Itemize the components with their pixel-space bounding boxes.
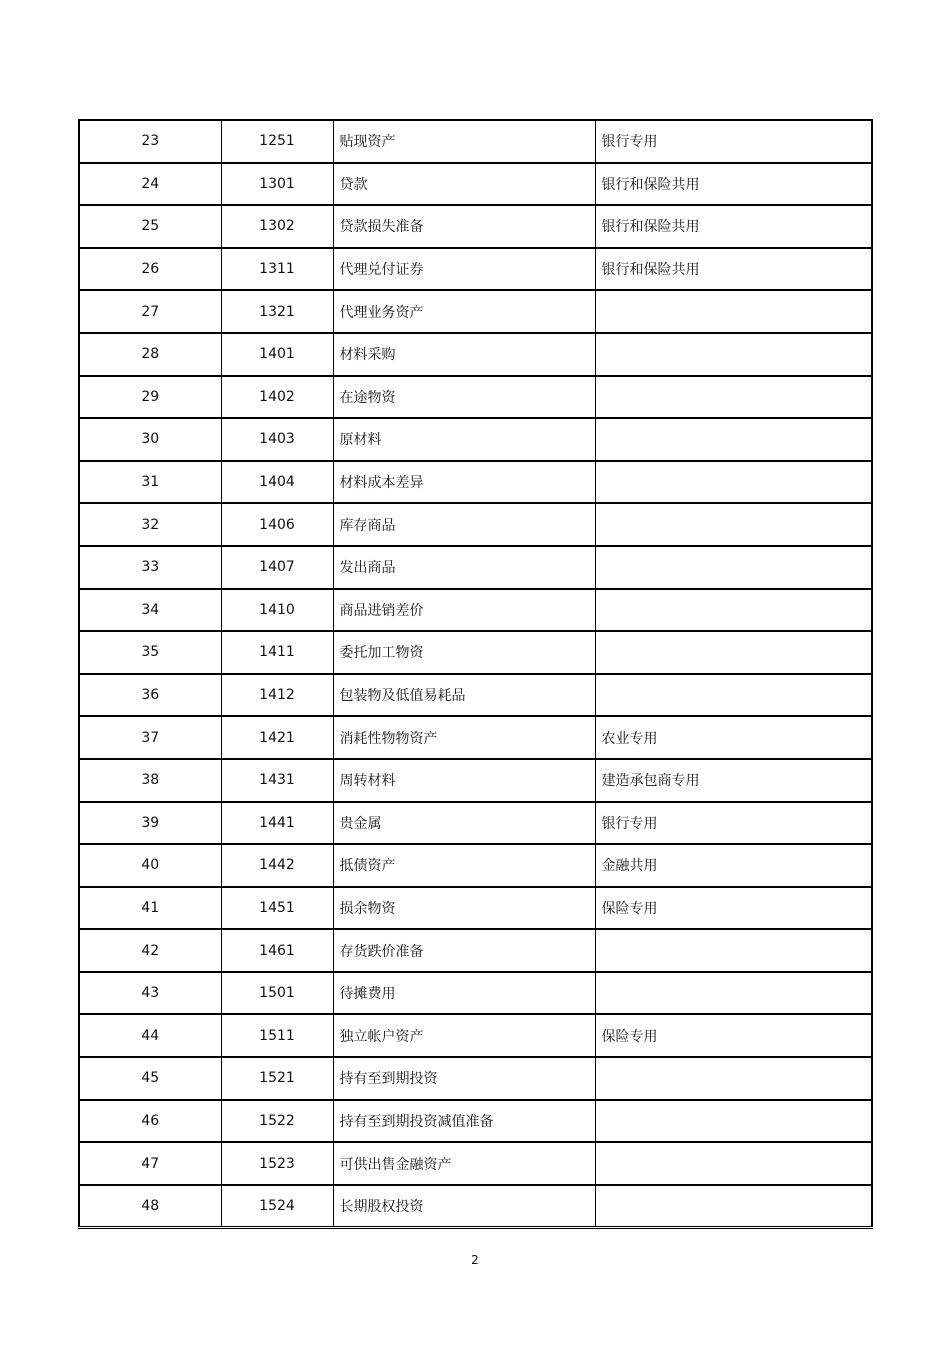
account-name-cell: 消耗性物物资产 — [333, 716, 595, 759]
account-code-cell: 1404 — [221, 461, 333, 504]
row-number-cell: 44 — [79, 1014, 221, 1057]
table-row — [79, 802, 872, 845]
account-code-cell: 1302 — [221, 205, 333, 248]
table-row — [79, 1185, 872, 1228]
account-code-cell: 1431 — [221, 759, 333, 802]
table-row — [79, 631, 872, 674]
row-number-cell: 33 — [79, 546, 221, 589]
row-number-cell: 24 — [79, 163, 221, 206]
table-row — [79, 461, 872, 504]
table-row — [79, 376, 872, 419]
accounts-table — [78, 119, 873, 1229]
table-row — [79, 248, 872, 291]
account-code-cell: 1311 — [221, 248, 333, 291]
row-number-cell: 26 — [79, 248, 221, 291]
table-row — [79, 759, 872, 802]
account-name-cell: 贴现资产 — [333, 120, 595, 163]
account-name-cell: 委托加工物资 — [333, 631, 595, 674]
table-row — [79, 887, 872, 930]
remark-cell — [595, 972, 872, 1015]
table-row — [79, 503, 872, 546]
remark-cell: 保险专用 — [595, 887, 872, 930]
remark-cell — [595, 461, 872, 504]
table-row — [79, 1100, 872, 1143]
account-code-cell: 1441 — [221, 802, 333, 845]
row-number-cell: 45 — [79, 1057, 221, 1100]
row-number-cell: 40 — [79, 844, 221, 887]
account-code-cell: 1402 — [221, 376, 333, 419]
account-code-cell: 1461 — [221, 929, 333, 972]
remark-cell — [595, 674, 872, 717]
remark-cell — [595, 376, 872, 419]
remark-cell — [595, 546, 872, 589]
account-name-cell: 材料成本差异 — [333, 461, 595, 504]
table-row — [79, 716, 872, 759]
accounts-table-container — [78, 119, 871, 1229]
account-name-cell: 独立帐户资产 — [333, 1014, 595, 1057]
row-number-cell: 29 — [79, 376, 221, 419]
row-number-cell: 27 — [79, 290, 221, 333]
account-name-cell: 在途物资 — [333, 376, 595, 419]
account-name-cell: 商品进销差价 — [333, 589, 595, 632]
account-name-cell: 代理兑付证券 — [333, 248, 595, 291]
account-name-cell: 贷款 — [333, 163, 595, 206]
remark-cell: 银行和保险共用 — [595, 205, 872, 248]
remark-cell — [595, 1142, 872, 1185]
row-number-cell: 41 — [79, 887, 221, 930]
table-row — [79, 120, 872, 163]
account-name-cell: 抵债资产 — [333, 844, 595, 887]
account-name-cell: 持有至到期投资减值准备 — [333, 1100, 595, 1143]
account-code-cell: 1524 — [221, 1185, 333, 1228]
accounts-table-body — [79, 120, 872, 1228]
remark-cell — [595, 929, 872, 972]
table-row — [79, 290, 872, 333]
account-name-cell: 原材料 — [333, 418, 595, 461]
row-number-cell: 35 — [79, 631, 221, 674]
table-row — [79, 163, 872, 206]
account-name-cell: 包装物及低值易耗品 — [333, 674, 595, 717]
table-row — [79, 1014, 872, 1057]
table-row — [79, 1142, 872, 1185]
remark-cell — [595, 1057, 872, 1100]
row-number-cell: 30 — [79, 418, 221, 461]
page-number: 2 — [471, 1253, 479, 1267]
row-number-cell: 38 — [79, 759, 221, 802]
row-number-cell: 47 — [79, 1142, 221, 1185]
account-code-cell: 1421 — [221, 716, 333, 759]
account-name-cell: 代理业务资产 — [333, 290, 595, 333]
account-code-cell: 1407 — [221, 546, 333, 589]
account-name-cell: 持有至到期投资 — [333, 1057, 595, 1100]
account-code-cell: 1406 — [221, 503, 333, 546]
row-number-cell: 34 — [79, 589, 221, 632]
row-number-cell: 36 — [79, 674, 221, 717]
remark-cell — [595, 589, 872, 632]
account-code-cell: 1451 — [221, 887, 333, 930]
account-code-cell: 1401 — [221, 333, 333, 376]
account-code-cell: 1321 — [221, 290, 333, 333]
account-code-cell: 1403 — [221, 418, 333, 461]
account-name-cell: 损余物资 — [333, 887, 595, 930]
account-code-cell: 1411 — [221, 631, 333, 674]
remark-cell — [595, 503, 872, 546]
row-number-cell: 23 — [79, 120, 221, 163]
row-number-cell: 37 — [79, 716, 221, 759]
account-code-cell: 1511 — [221, 1014, 333, 1057]
remark-cell — [595, 1185, 872, 1228]
account-code-cell: 1521 — [221, 1057, 333, 1100]
row-number-cell: 39 — [79, 802, 221, 845]
remark-cell: 银行和保险共用 — [595, 248, 872, 291]
account-code-cell: 1412 — [221, 674, 333, 717]
remark-cell — [595, 631, 872, 674]
row-number-cell: 48 — [79, 1185, 221, 1228]
account-name-cell: 可供出售金融资产 — [333, 1142, 595, 1185]
table-row — [79, 418, 872, 461]
row-number-cell: 31 — [79, 461, 221, 504]
account-name-cell: 存货跌价准备 — [333, 929, 595, 972]
table-row — [79, 929, 872, 972]
account-code-cell: 1410 — [221, 589, 333, 632]
account-code-cell: 1442 — [221, 844, 333, 887]
remark-cell — [595, 418, 872, 461]
account-name-cell: 周转材料 — [333, 759, 595, 802]
remark-cell: 金融共用 — [595, 844, 872, 887]
remark-cell — [595, 333, 872, 376]
table-row — [79, 1057, 872, 1100]
account-name-cell: 材料采购 — [333, 333, 595, 376]
row-number-cell: 46 — [79, 1100, 221, 1143]
table-row — [79, 333, 872, 376]
account-name-cell: 贷款损失准备 — [333, 205, 595, 248]
row-number-cell: 28 — [79, 333, 221, 376]
row-number-cell: 25 — [79, 205, 221, 248]
table-row — [79, 972, 872, 1015]
table-row — [79, 205, 872, 248]
account-name-cell: 贵金属 — [333, 802, 595, 845]
account-name-cell: 库存商品 — [333, 503, 595, 546]
account-name-cell: 长期股权投资 — [333, 1185, 595, 1228]
account-name-cell: 待摊费用 — [333, 972, 595, 1015]
remark-cell: 银行和保险共用 — [595, 163, 872, 206]
table-row — [79, 589, 872, 632]
row-number-cell: 43 — [79, 972, 221, 1015]
remark-cell: 保险专用 — [595, 1014, 872, 1057]
remark-cell — [595, 1100, 872, 1143]
account-code-cell: 1251 — [221, 120, 333, 163]
table-row — [79, 674, 872, 717]
row-number-cell: 32 — [79, 503, 221, 546]
table-row — [79, 844, 872, 887]
remark-cell — [595, 290, 872, 333]
account-code-cell: 1523 — [221, 1142, 333, 1185]
table-row — [79, 546, 872, 589]
account-code-cell: 1501 — [221, 972, 333, 1015]
remark-cell: 银行专用 — [595, 120, 872, 163]
account-name-cell: 发出商品 — [333, 546, 595, 589]
account-code-cell: 1522 — [221, 1100, 333, 1143]
remark-cell: 银行专用 — [595, 802, 872, 845]
account-code-cell: 1301 — [221, 163, 333, 206]
remark-cell: 建造承包商专用 — [595, 759, 872, 802]
remark-cell: 农业专用 — [595, 716, 872, 759]
row-number-cell: 42 — [79, 929, 221, 972]
